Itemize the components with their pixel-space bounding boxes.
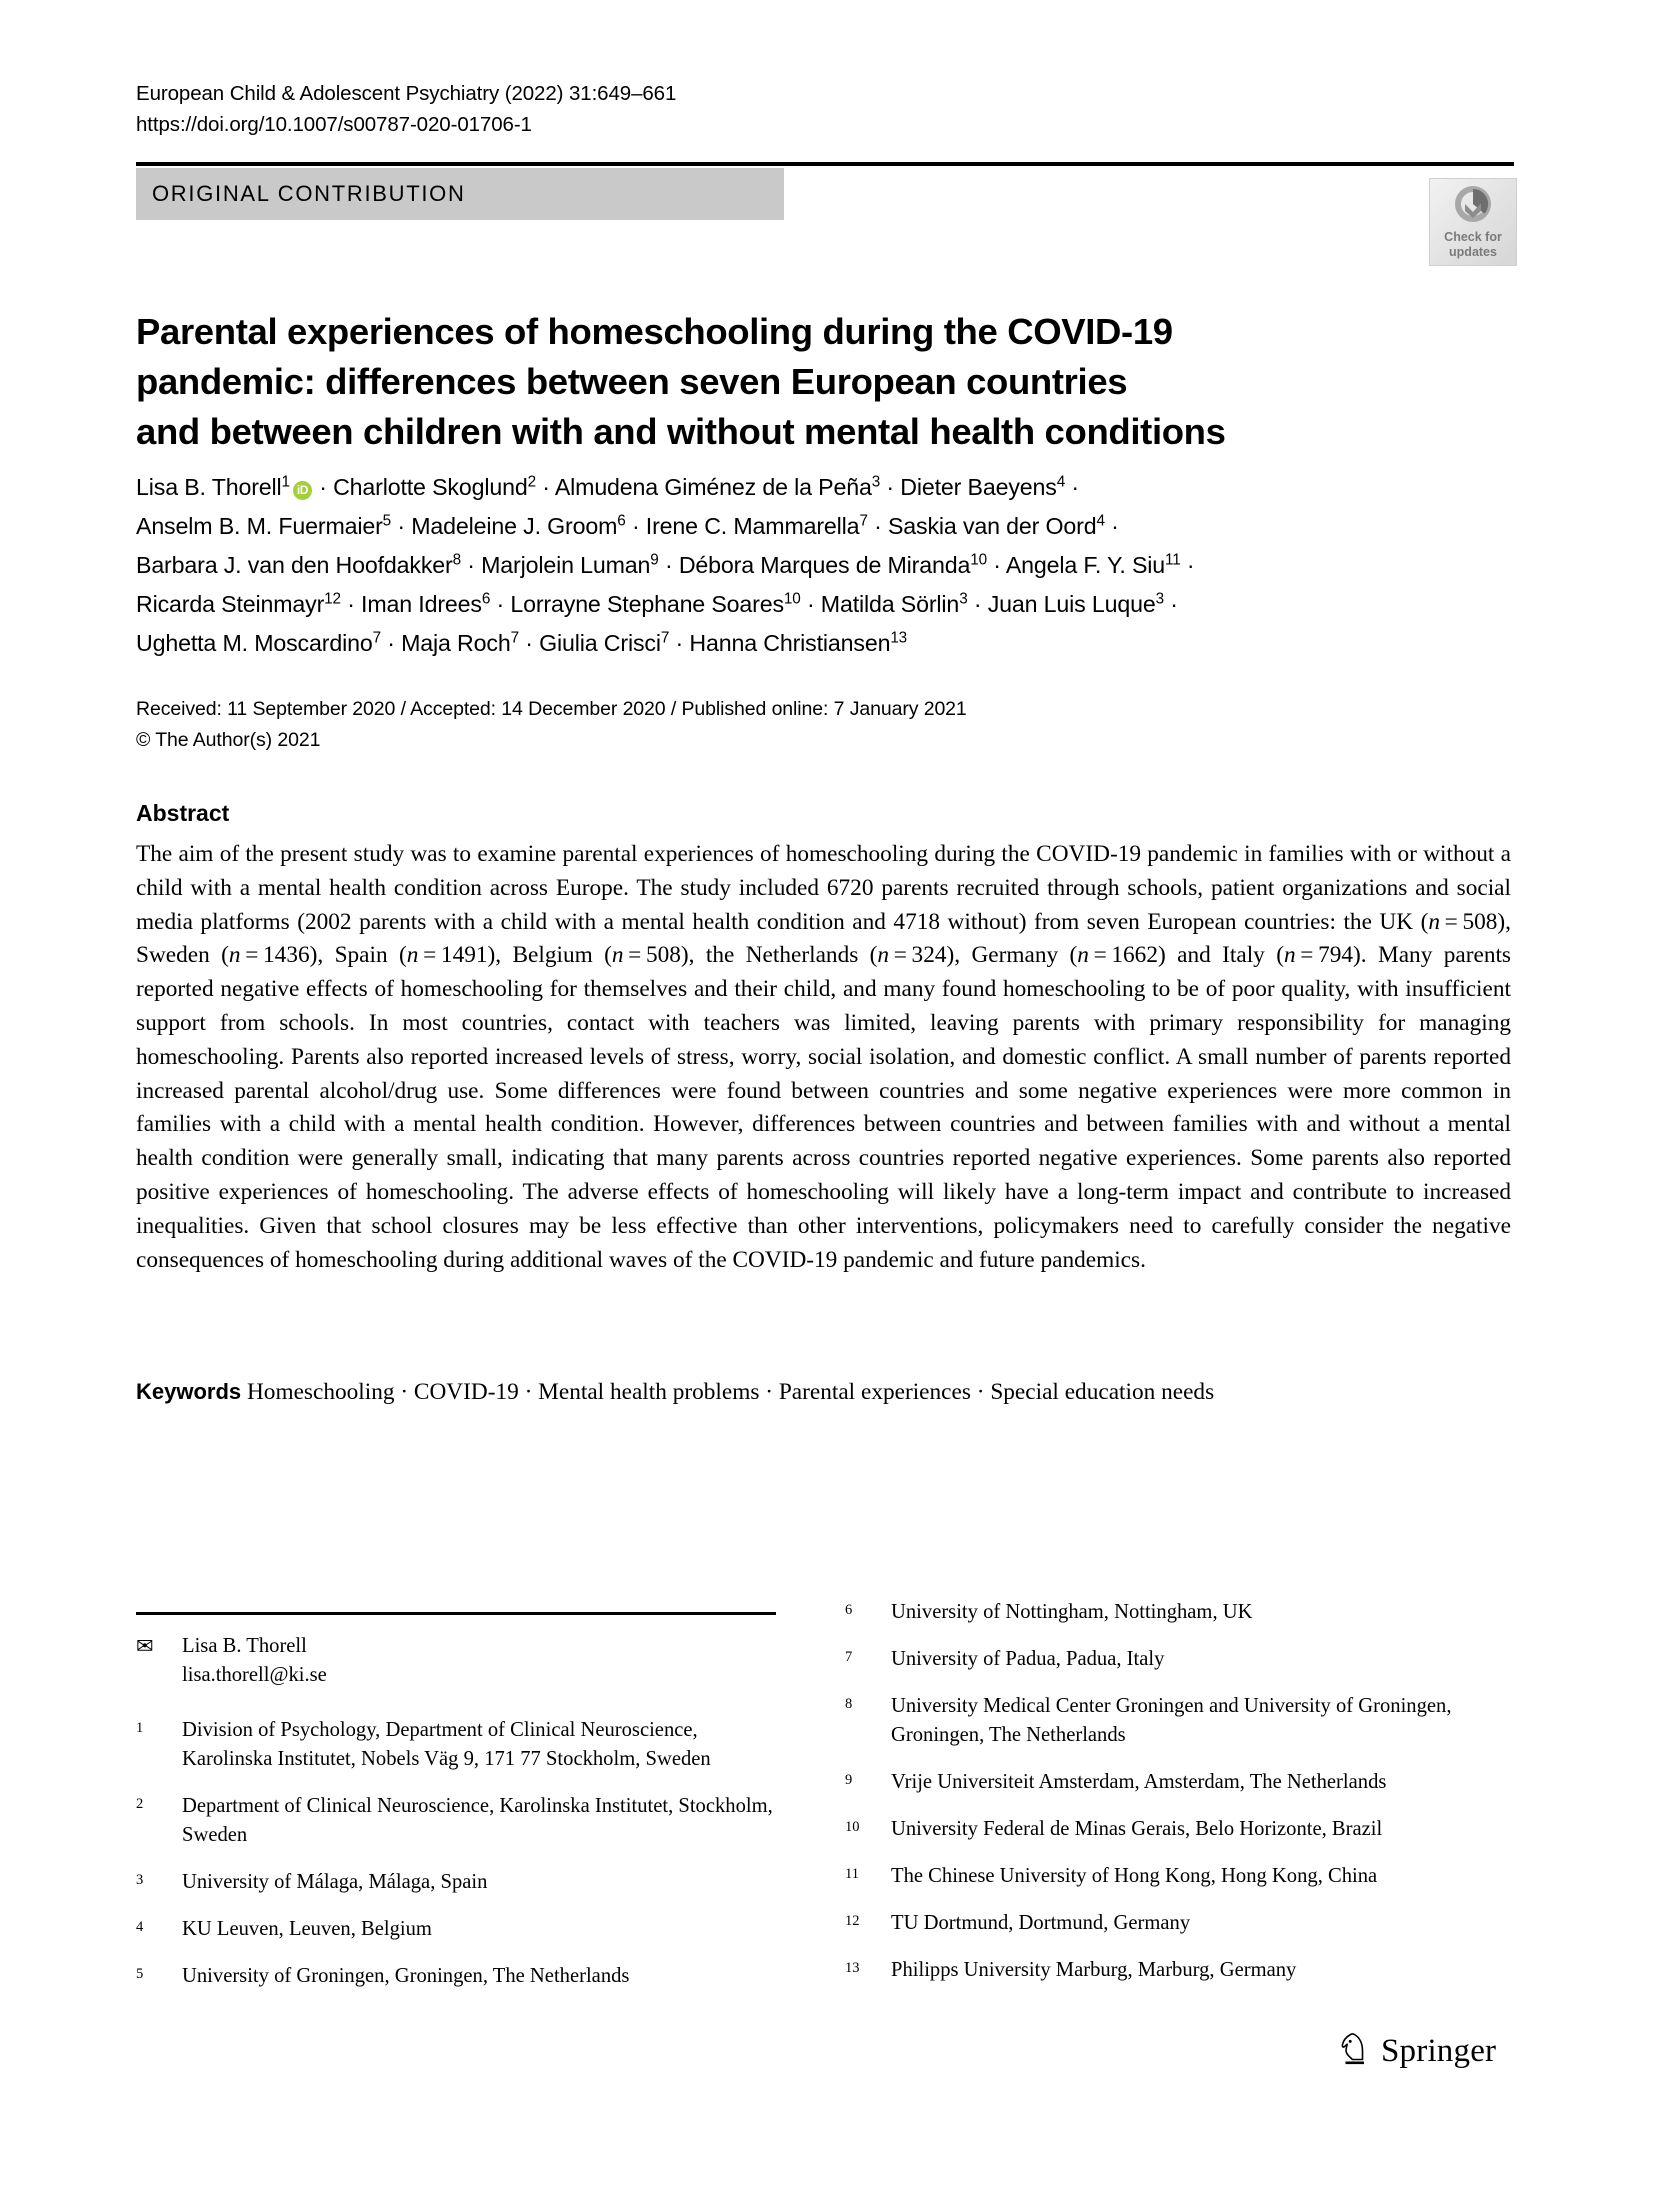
affiliation-text: TU Dortmund, Dortmund, Germany [891,1912,1191,1934]
affiliation-text: University of Padua, Padua, Italy [891,1648,1165,1670]
affiliation-item [136,1915,776,1944]
affiliation-text: University Federal de Minas Gerais, Belo Horizonte, Brazil [891,1818,1383,1840]
corresponding-author-text [182,1632,776,1690]
n-italic-germany: n [1077,942,1089,969]
affiliation-item [136,1962,776,1991]
n-value-germany: = 1662) and Italy ( [1088,942,1284,969]
affiliation-item [136,1716,776,1774]
author-name: · Angela F. Y. Siu [993,552,1166,578]
affiliation-marker: 1 [136,1720,144,1736]
orcid-icon[interactable]: iD [293,481,312,500]
journal-doi[interactable]: https://doi.org/10.1007/s00787-020-01706-1 [136,113,532,136]
author-name: Ughetta M. Moscardino [136,630,373,656]
author-name: · Charlotte Skoglund [319,474,528,500]
affiliation-text: University of Nottingham, Nottingham, UK [891,1601,1253,1623]
article-type-label: ORIGINAL CONTRIBUTION [152,181,466,206]
corresponding-author-email[interactable]: lisa.thorell@ki.se [182,1664,327,1686]
author-separator: · [1071,474,1079,500]
check-for-updates-badge[interactable] [1429,178,1517,266]
author-line-1 [136,468,1446,507]
author-line-2 [136,507,1446,546]
affiliation-item [845,1645,1485,1674]
author-line-5 [136,624,1446,663]
springer-knight-icon [1338,2030,1372,2073]
author-name: Barbara J. van den Hoofdakker [136,552,453,578]
author-affiliation-marker: 7 [372,629,381,647]
author-affiliation-marker: 7 [660,629,670,647]
abstract-part-1: The aim of the present study was to examine parental experiences of homeschooling during the COVID-19 pandemic in families with or without a child with a mental health condition across Europe. The study included 6720 parents recruited through schools, patient organizations and social media platforms (2002 parents with a child with a mental health condition and 4718 without) from seven European countries: the UK ( [136,841,1511,935]
author-affiliation-marker: 6 [617,512,626,530]
affiliation-marker: 9 [845,1772,853,1788]
affiliation-marker: 7 [845,1649,853,1665]
affiliation-text: University of Málaga, Málaga, Spain [182,1871,488,1893]
author-name: · Almudena Giménez de la Peña [542,474,872,500]
footnote-right-column [845,1598,1485,2003]
affiliation-marker: 3 [136,1872,144,1888]
author-name: · Giulia Crisci [525,630,661,656]
keywords-values: Homeschooling · COVID-19 · Mental health problems · Parental experiences · Special education needs [246,1379,1215,1405]
abstract-heading: Abstract [136,800,230,826]
affiliation-item [845,1815,1485,1844]
author-separator: · [1111,513,1119,539]
affiliation-item [845,1909,1485,1938]
affiliation-text: Philipps University Marburg, Marburg, Germany [891,1959,1297,1981]
author-name: · Lorrayne Stephane Soares [496,591,784,617]
check-for-updates-line2: updates [1449,245,1497,259]
author-name: · Saskia van der Oord [874,513,1097,539]
affiliation-text: University of Groningen, Groningen, The Netherlands [182,1965,630,1987]
n-italic-belgium: n [611,942,624,969]
author-affiliation-marker: 3 [871,473,881,491]
author-name: · Madeleine J. Groom [397,513,618,539]
author-affiliation-marker: 11 [1165,551,1181,569]
title-line-2: pandemic: differences between seven European countries [136,361,1128,403]
author-affiliation-marker: 5 [382,512,392,530]
affiliation-text: Division of Psychology, Department of Clinical Neuroscience, Karolinska Institutet, Nobels Väg 9, 171 77 Stockholm, Sweden [182,1719,711,1770]
n-value-italy: = 794). [1295,942,1378,969]
affiliation-marker: 4 [136,1919,144,1935]
author-line-3 [136,546,1446,585]
author-affiliation-marker: 6 [481,590,491,608]
n-italic-sweden: n [228,942,241,969]
page-title [136,307,1426,457]
author-name: · Iman Idrees [347,591,482,617]
author-name: · Maja Roch [387,630,511,656]
author-separator: · [1170,591,1178,617]
affiliation-text: Department of Clinical Neuroscience, Karolinska Institutet, Stockholm, Sweden [182,1795,773,1846]
author-affiliation-marker: 8 [452,551,461,569]
author-affiliation-marker: 13 [890,629,908,647]
n-value-spain: = 1491), Belgium ( [418,942,612,969]
affiliation-marker: 2 [136,1796,144,1812]
author-name: · Irene C. Mammarella [631,513,860,539]
affiliation-text: University Medical Center Groningen and University of Groningen, Groningen, The Netherlands [891,1695,1452,1746]
header-divider-rule [136,162,1514,166]
author-affiliation-marker: 3 [959,590,968,608]
springer-logo [1338,2030,1496,2073]
affiliation-marker: 13 [845,1960,860,1976]
n-italic-spain: n [406,942,419,969]
affiliation-marker: 11 [845,1866,859,1882]
author-affiliation-marker: 1 [281,473,290,491]
copyright-line: © The Author(s) 2021 [136,729,321,751]
title-line-3: and between children with and without mental health conditions [136,411,1226,453]
affiliation-item [845,1598,1485,1627]
author-name: · Hanna Christiansen [675,630,891,656]
author-affiliation-marker: 4 [1056,473,1066,491]
footnote-divider-rule [136,1612,776,1615]
affiliation-item [845,1692,1485,1750]
author-name: · Marjolein Luman [467,552,651,578]
author-name: Ricarda Steinmayr [136,591,325,617]
springer-wordmark: Springer [1381,2033,1497,2069]
author-line-4 [136,585,1446,624]
affiliation-marker: 8 [845,1696,853,1712]
keywords-line [136,1375,1511,1409]
envelope-icon: ✉ [136,1634,154,1658]
n-italic-netherlands: n [877,942,890,969]
author-name: Lisa B. Thorell [136,474,282,500]
author-name: · Juan Luis Luque [973,591,1156,617]
author-name: · Matilda Sörlin [806,591,960,617]
affiliation-marker: 12 [845,1913,860,1929]
abstract-body [136,838,1511,1277]
publication-dates [136,694,1336,756]
author-name: · Débora Marques de Miranda [664,552,971,578]
n-value-sweden: = 1436), Spain ( [240,942,407,969]
corresponding-author-name: Lisa B. Thorell [182,1635,307,1657]
corresponding-author [136,1632,776,1690]
affiliation-text: The Chinese University of Hong Kong, Hong Kong, China [891,1865,1378,1887]
n-italic-uk: n [1428,908,1440,935]
author-affiliation-marker: 12 [324,590,341,608]
author-affiliation-marker: 3 [1155,590,1164,608]
affiliation-item [136,1868,776,1897]
footnote-left-column [136,1632,776,2009]
title-line-1: Parental experiences of homeschooling during the COVID-19 [136,311,1173,353]
abstract-part-2: Many parents reported negative effects of homeschooling for themselves and their child, and many found homeschooling to be of poor quality, with insufficient support from schools. In most countries, contact with teachers was limited, leaving parents with primary responsibility for managing homeschooling. Parents also reported increased levels of stress, worry, social isolation, and domestic conflict. A small number of parents reported increased parental alcohol/drug use. Some differences were found between countries and some negative experiences were more common in families with a child with a mental health condition. However, differences between countries and between families with and without a mental health condition were generally small, indicating that many parents across countries reported negative experiences. Some parents also reported positive experiences of homeschooling. The adverse effects of homeschooling will likely have a long-term impact and contribute to increased inequalities. Given that school closures may be less effective than other interventions, policymakers need to carefully consider the negative consequences of homeschooling during additional waves of the COVID-19 pandemic and future pandemics. [136,942,1512,1273]
journal-citation: European Child & Adolescent Psychiatry (2022) 31:649–661 [136,82,677,105]
author-list [136,468,1446,663]
affiliation-marker: 6 [845,1602,853,1618]
author-affiliation-marker: 2 [527,473,536,491]
author-name: · Dieter Baeyens [886,474,1057,500]
affiliation-marker: 5 [136,1966,144,1982]
received-accepted-published-line: Received: 11 September 2020 / Accepted: 14 December 2020 / Published online: 7 January 2021 [136,698,967,720]
n-value-belgium: = 508), the Netherlands ( [623,942,878,969]
n-value-uk: = 508), Sweden ( [136,908,1511,969]
author-affiliation-marker: 9 [650,551,659,569]
check-for-updates-icon [1451,184,1495,229]
n-italic-italy: n [1283,942,1296,969]
affiliation-item [845,1768,1485,1797]
author-name: Anselm B. M. Fuermaier [136,513,383,539]
affiliation-marker: 10 [845,1819,860,1835]
author-separator: · [1186,552,1195,578]
affiliation-text: KU Leuven, Leuven, Belgium [182,1918,432,1940]
affiliation-item [845,1956,1485,1985]
journal-header [136,78,1236,140]
author-affiliation-marker: 4 [1096,512,1105,530]
n-value-netherlands: = 324), Germany ( [889,942,1078,969]
author-affiliation-marker: 7 [510,629,519,647]
affiliation-item [136,1792,776,1850]
check-for-updates-line1: Check for [1444,230,1502,244]
author-affiliation-marker: 10 [783,590,801,608]
affiliation-text: Vrije Universiteit Amsterdam, Amsterdam, The Netherlands [891,1771,1387,1793]
author-affiliation-marker: 7 [859,512,868,530]
keywords-label: Keywords [136,1379,242,1404]
author-affiliation-marker: 10 [970,551,987,569]
affiliation-item [845,1862,1485,1891]
